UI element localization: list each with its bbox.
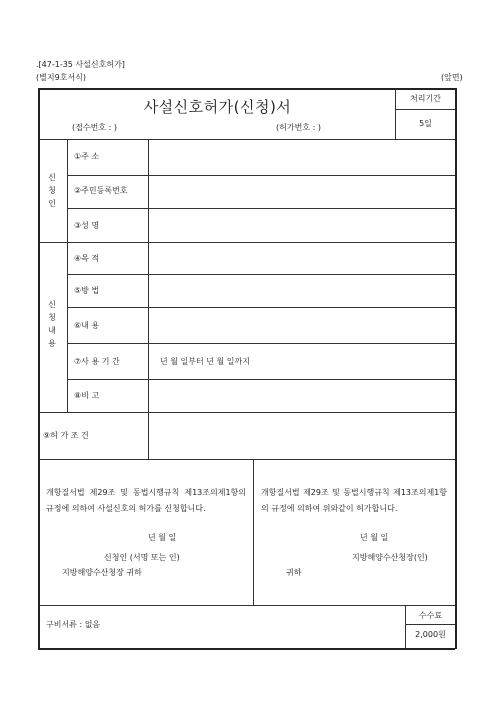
fee-value: 2,000원 — [415, 630, 446, 639]
name-label: ③성 명 — [74, 221, 100, 230]
application-date: 년 월 일 — [148, 533, 177, 542]
fee-label: 수수료 — [418, 611, 443, 620]
receipt-number: (접수번호 : ) — [72, 123, 117, 132]
usage-period-field[interactable]: 년 월 일부터 년 월 일까지 — [160, 357, 250, 366]
method-field[interactable] — [150, 276, 453, 305]
usage-period-label: ⑦사 용 기 간 — [74, 357, 120, 366]
applicant-group-label: 신 청 인 — [48, 173, 56, 208]
resident-number-field[interactable] — [150, 177, 453, 206]
document-code: .[47-1-35 사설신호허가] — [36, 60, 125, 69]
method-label: ⑤방 법 — [74, 286, 100, 295]
name-field[interactable] — [150, 210, 453, 240]
address-label: ①주 소 — [74, 152, 100, 161]
approval-date: 년 월 일 — [360, 533, 389, 542]
applicant-signature-line: 신청인 (서명 또는 인) — [104, 553, 180, 562]
permit-conditions-label: ⑨허 가 조 건 — [43, 431, 89, 440]
approval-statement: 개항질서법 제29조 및 동법시행규칙 제13조의제1항의 규정에 의하여 위와같이 허가합니다. — [261, 488, 447, 513]
remarks-label: ⑧비 고 — [74, 391, 100, 400]
purpose-label: ④목 적 — [74, 254, 100, 263]
front-side-label: (앞면) — [441, 73, 463, 82]
processing-period-label: 처리기간 — [410, 94, 441, 103]
contents-field[interactable] — [150, 309, 453, 341]
form-title: 사설신호허가(신청)서 — [143, 98, 292, 116]
right-addressee: 귀하 — [286, 568, 302, 577]
permit-conditions-field[interactable] — [150, 414, 453, 457]
form-number: (별지9호서식) — [36, 73, 86, 82]
left-addressee: 지방해양수산청장 귀하 — [62, 568, 142, 577]
required-documents: 구비서류 : 없음 — [46, 620, 101, 629]
purpose-field[interactable] — [150, 244, 453, 272]
resident-number-label: ②주민등록번호 — [74, 186, 128, 195]
application-statement: 개항질서법 제29조 및 동법시행규칙 제13조의제1항의 규정에 의하여 사설신호의 허가를 신청합니다. — [46, 488, 246, 513]
issuer-signature-line: 지방해양수산청장(인) — [352, 553, 428, 562]
contents-label: ⑥내 용 — [74, 321, 100, 330]
processing-period-value: 5일 — [419, 119, 432, 128]
permit-number: (허가번호 : ) — [276, 123, 321, 132]
remarks-field[interactable] — [150, 381, 453, 410]
application-contents-group-label: 신 청 내 용 — [48, 300, 56, 348]
address-field[interactable] — [150, 141, 453, 173]
